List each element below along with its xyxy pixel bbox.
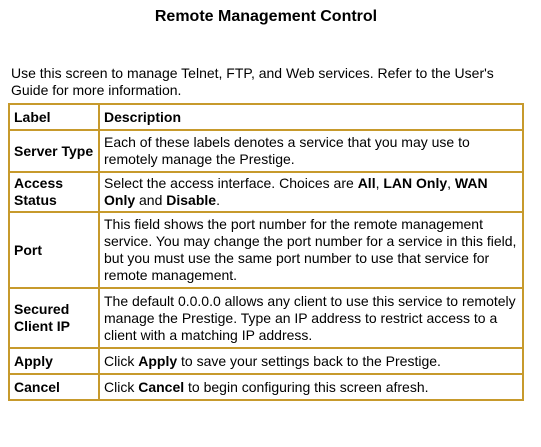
option-name: LAN Only bbox=[383, 175, 448, 191]
page-title: Remote Management Control bbox=[154, 8, 378, 25]
option-name: Disable bbox=[166, 192, 217, 208]
row-label: Port bbox=[9, 212, 99, 288]
header-description: Description bbox=[99, 104, 523, 130]
row-label: Secured Client IP bbox=[9, 288, 99, 348]
row-description bbox=[99, 212, 523, 288]
description-text: , bbox=[375, 175, 384, 191]
description-text: . bbox=[216, 192, 220, 208]
label-description-table bbox=[8, 103, 524, 401]
description-text: Click bbox=[104, 352, 139, 369]
table-row bbox=[9, 212, 523, 288]
table-row bbox=[9, 348, 523, 374]
option-name: All bbox=[357, 175, 376, 191]
description-text: and bbox=[135, 192, 167, 208]
option-name: Apply bbox=[138, 352, 178, 369]
description-text: This field shows the port number for the remote management service. You may change the port number for a service in this field, but you must use the same port number to use that service for remote management. bbox=[104, 216, 517, 283]
description-text: Click bbox=[104, 378, 139, 395]
header-label: Label bbox=[9, 104, 99, 130]
description-text: to save your settings back to the Prestige. bbox=[177, 352, 441, 369]
table-row bbox=[9, 288, 523, 348]
description-text: , bbox=[447, 175, 455, 191]
option-name: Cancel bbox=[138, 378, 185, 395]
table-row bbox=[9, 130, 523, 172]
row-description bbox=[99, 288, 523, 348]
option-name: WAN Only bbox=[104, 175, 488, 208]
row-label: Access Status bbox=[9, 172, 99, 212]
table-row bbox=[9, 172, 523, 212]
row-description bbox=[99, 172, 523, 212]
row-description bbox=[99, 374, 523, 400]
table-row bbox=[9, 374, 523, 400]
description-text: to begin configuring this screen afresh. bbox=[184, 378, 429, 395]
intro-paragraph: Use this screen to manage Telnet, FTP, and Web services. Refer to the User's Guide for more information. bbox=[11, 65, 494, 98]
row-description bbox=[99, 130, 523, 172]
description-text: The default 0.0.0.0 allows any client to use this service to remotely manage the Prestige. Type an IP address to restrict access to a client with a matching IP address. bbox=[104, 292, 516, 343]
description-text: Select the access interface. Choices are bbox=[104, 175, 358, 191]
table-header-row bbox=[9, 104, 523, 130]
row-label: Apply bbox=[9, 348, 99, 374]
row-description bbox=[99, 348, 523, 374]
row-label: Server Type bbox=[9, 130, 99, 172]
description-text: Each of these labels denotes a service that you may use to remotely manage the Prestige. bbox=[104, 134, 470, 167]
row-label: Cancel bbox=[9, 374, 99, 400]
